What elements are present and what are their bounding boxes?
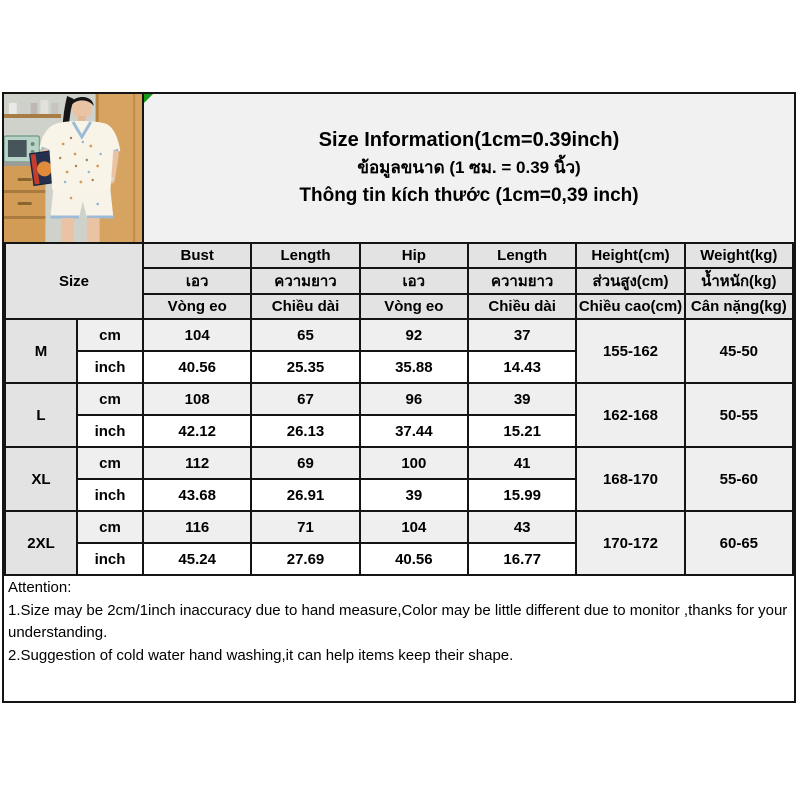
value-cell: 45.24 bbox=[143, 543, 251, 575]
value-cell: 27.69 bbox=[251, 543, 359, 575]
top-band bbox=[4, 94, 794, 242]
unit-label-cm: cm bbox=[77, 447, 143, 479]
value-cell: 112 bbox=[143, 447, 251, 479]
value-cell: 41 bbox=[468, 447, 576, 479]
value-cell: 40.56 bbox=[143, 351, 251, 383]
value-cell: 14.43 bbox=[468, 351, 576, 383]
col-header-vi: Cân nặng(kg) bbox=[685, 294, 793, 319]
green-corner-flag-icon bbox=[144, 94, 153, 103]
value-cell: 96 bbox=[360, 383, 468, 415]
height-cell: 155-162 bbox=[576, 319, 684, 383]
col-header-vi: Chiều dài bbox=[468, 294, 576, 319]
unit-label-cm: cm bbox=[77, 383, 143, 415]
value-cell: 69 bbox=[251, 447, 359, 479]
value-cell: 100 bbox=[360, 447, 468, 479]
value-cell: 26.91 bbox=[251, 479, 359, 511]
attention-heading: Attention: bbox=[8, 579, 72, 596]
attention-line-2: 2.Suggestion of cold water hand washing,it can help items keep their shape. bbox=[8, 646, 514, 664]
value-cell: 15.99 bbox=[468, 479, 576, 511]
value-cell: 39 bbox=[468, 383, 576, 415]
col-header-en: Hip bbox=[360, 243, 468, 268]
title-thai: ข้อมูลขนาด (1 ซม. = 0.39 นิ้ว) bbox=[357, 158, 581, 178]
title-english: Size Information(1cm=0.39inch) bbox=[318, 129, 620, 152]
title-area bbox=[144, 94, 794, 242]
value-cell: 71 bbox=[251, 511, 359, 543]
value-cell: 43.68 bbox=[143, 479, 251, 511]
col-header-en: Height(cm) bbox=[576, 243, 684, 268]
value-cell: 15.21 bbox=[468, 415, 576, 447]
value-cell: 25.35 bbox=[251, 351, 359, 383]
col-header-en: Length bbox=[468, 243, 576, 268]
value-cell: 16.77 bbox=[468, 543, 576, 575]
value-cell: 37.44 bbox=[360, 415, 468, 447]
size-corner-label: Size bbox=[5, 243, 143, 319]
value-cell: 104 bbox=[143, 319, 251, 351]
height-cell: 170-172 bbox=[576, 511, 684, 575]
unit-label-inch: inch bbox=[77, 543, 143, 575]
col-header-th: น้ำหนัก(kg) bbox=[685, 268, 793, 294]
value-cell: 35.88 bbox=[360, 351, 468, 383]
col-header-vi: Chiều dài bbox=[251, 294, 359, 319]
col-header-th: เอว bbox=[360, 268, 468, 294]
value-cell: 37 bbox=[468, 319, 576, 351]
value-cell: 67 bbox=[251, 383, 359, 415]
height-cell: 168-170 bbox=[576, 447, 684, 511]
value-cell: 108 bbox=[143, 383, 251, 415]
size-row-label: XL bbox=[5, 447, 77, 511]
col-header-en: Weight(kg) bbox=[685, 243, 793, 268]
unit-label-inch: inch bbox=[77, 351, 143, 383]
col-header-vi: Vòng eo bbox=[360, 294, 468, 319]
value-cell: 43 bbox=[468, 511, 576, 543]
title-vietnamese: Thông tin kích thước (1cm=0,39 inch) bbox=[299, 185, 639, 207]
value-cell: 42.12 bbox=[143, 415, 251, 447]
value-cell: 40.56 bbox=[360, 543, 468, 575]
weight-cell: 55-60 bbox=[685, 447, 793, 511]
col-header-en: Bust bbox=[143, 243, 251, 268]
weight-cell: 45-50 bbox=[685, 319, 793, 383]
unit-label-cm: cm bbox=[77, 319, 143, 351]
col-header-vi: Vòng eo bbox=[143, 294, 251, 319]
size-table bbox=[4, 242, 794, 576]
value-cell: 92 bbox=[360, 319, 468, 351]
attention-line-1: 1.Size may be 2cm/1inch inaccuracy due to hand measure,Color may be little different due to monitor ,thanks for your understanding. bbox=[8, 601, 788, 641]
weight-cell: 50-55 bbox=[685, 383, 793, 447]
col-header-th: ความยาว bbox=[468, 268, 576, 294]
col-header-vi: Chiều cao(cm) bbox=[576, 294, 684, 319]
col-header-th: เอว bbox=[143, 268, 251, 294]
col-header-en: Length bbox=[251, 243, 359, 268]
height-cell: 162-168 bbox=[576, 383, 684, 447]
value-cell: 26.13 bbox=[251, 415, 359, 447]
col-header-th: ความยาว bbox=[251, 268, 359, 294]
value-cell: 104 bbox=[360, 511, 468, 543]
size-row-label: M bbox=[5, 319, 77, 383]
size-row-label: 2XL bbox=[5, 511, 77, 575]
size-chart-box bbox=[2, 92, 796, 703]
pajama-model-illustration bbox=[4, 94, 142, 242]
product-photo bbox=[4, 94, 144, 242]
value-cell: 116 bbox=[143, 511, 251, 543]
value-cell: 65 bbox=[251, 319, 359, 351]
size-row-label: L bbox=[5, 383, 77, 447]
attention-notes bbox=[4, 576, 794, 701]
col-header-th: ส่วนสูง(cm) bbox=[576, 268, 684, 294]
unit-label-cm: cm bbox=[77, 511, 143, 543]
weight-cell: 60-65 bbox=[685, 511, 793, 575]
unit-label-inch: inch bbox=[77, 479, 143, 511]
unit-label-inch: inch bbox=[77, 415, 143, 447]
value-cell: 39 bbox=[360, 479, 468, 511]
